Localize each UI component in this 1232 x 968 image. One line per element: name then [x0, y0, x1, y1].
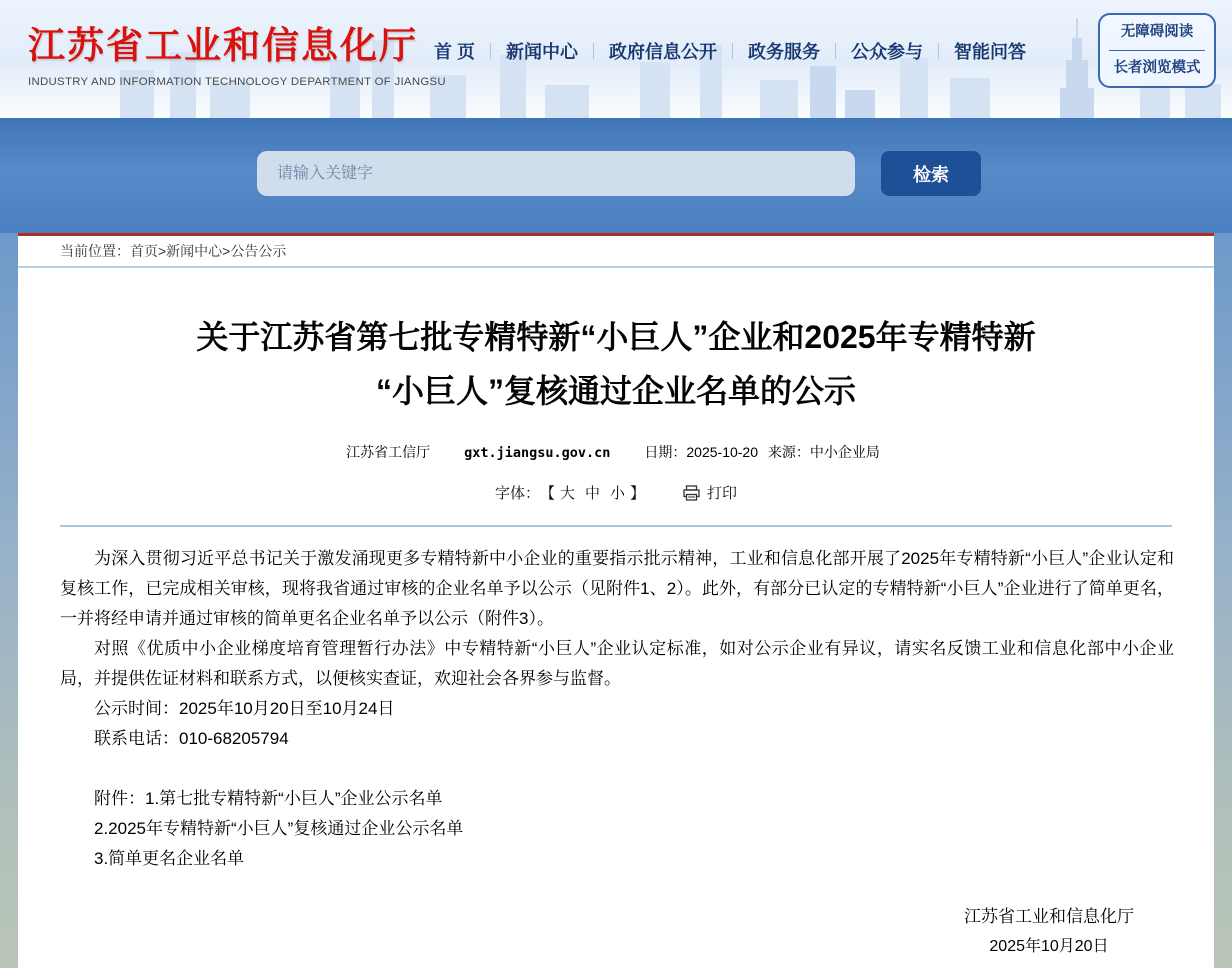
meta-date-origin — [644, 442, 886, 462]
accessibility-box — [1098, 13, 1216, 88]
font-bracket-open: 【 — [539, 485, 555, 502]
font-size-small-button[interactable]: 小 — [610, 485, 626, 502]
content-divider — [60, 525, 1172, 527]
article-body — [60, 544, 1174, 962]
nav-item-public-participation[interactable]: 公众参与 — [851, 42, 924, 62]
nav-separator — [938, 43, 939, 59]
search-button[interactable]: 检索 — [881, 151, 981, 196]
signature-inner — [964, 902, 1134, 962]
search-input[interactable] — [257, 151, 855, 196]
search-band — [0, 118, 1232, 233]
nav-separator — [835, 43, 836, 59]
signature-name: 江苏省工业和信息化厅 — [964, 907, 1134, 926]
font-bracket-close: 】 — [630, 485, 646, 502]
attachments-block — [60, 784, 1174, 874]
elder-mode-button[interactable]: 长者浏览模式 — [1113, 60, 1201, 76]
font-size-large-button[interactable]: 大 — [559, 485, 575, 502]
page-title — [18, 310, 1214, 418]
meta-source-url: gxt.jiangsu.gov.cn — [464, 445, 611, 461]
breadcrumb-path[interactable]: 首页>新闻中心>公告公示 — [130, 243, 287, 259]
font-size-controls — [18, 482, 1214, 503]
print-icon — [683, 485, 700, 501]
print-label: 打印 — [707, 485, 738, 502]
nav-item-smart-qa[interactable]: 智能问答 — [954, 42, 1027, 62]
attachment-link-2[interactable]: 2.2025年专精特新“小巨人”复核通过企业公示名单 — [94, 819, 464, 838]
site-logo-subtitle: INDUSTRY AND INFORMATION TECHNOLOGY DEPARTMENT OF JIANGSU — [28, 76, 446, 88]
nav-item-gov-info[interactable]: 政府信息公开 — [609, 42, 718, 62]
meta-source-name: 江苏省工信厅 — [346, 444, 431, 460]
meta-date: 日期：2025-10-20 — [644, 444, 759, 460]
paragraph: 为深入贯彻习近平总书记关于激发涌现更多专精特新中小企业的重要指示批示精神，工业和信息化部开展了2025年专精特新“小巨人”企业认定和复核工作，已完成相关审核，现将我省通过审核的企业名单予以公示（见附件1、2）。此外，有部分已认定的专精特新“小巨人”企业进行了简单更名，一并将经申请并通过审核的简单更名企业名单予以公示（附件3）。 — [60, 549, 1174, 628]
page-title-line2: “小巨人”复核通过企业名单的公示 — [375, 373, 856, 409]
site-header — [0, 0, 1232, 118]
publish-time: 公示时间：2025年10月20日至10月24日 — [94, 699, 395, 718]
attachment-link-3[interactable]: 3.简单更名企业名单 — [94, 849, 245, 868]
accessible-reading-button[interactable]: 无障碍阅读 — [1120, 24, 1194, 40]
nav-item-home[interactable]: 首 页 — [434, 42, 476, 62]
paragraph: 对照《优质中小企业梯度培育管理暂行办法》中专精特新“小巨人”企业认定标准，如对公示企业有异议，请实名反馈工业和信息化部中小企业局，并提供佐证材料和联系方式，以便核实查证，欢迎社会各界参与监督。 — [60, 639, 1174, 688]
nav-separator — [593, 43, 594, 59]
site-logo-title: 江苏省工业和信息化厅 — [28, 25, 418, 66]
page-title-line1: 关于江苏省第七批专精特新“小巨人”企业和2025年专精特新 — [196, 319, 1036, 355]
search-row — [257, 151, 981, 196]
nav-item-news-center[interactable]: 新闻中心 — [506, 42, 579, 62]
nav-separator — [732, 43, 733, 59]
site-logo — [28, 15, 446, 88]
signature-date: 2025年10月20日 — [989, 938, 1109, 955]
content-panel — [18, 233, 1214, 968]
attachment-link-1[interactable]: 附件：1.第七批专精特新“小巨人”企业公示名单 — [94, 789, 443, 808]
nav-item-gov-services[interactable]: 政务服务 — [748, 42, 821, 62]
main-navigation — [432, 38, 1028, 64]
font-size-medium-button[interactable]: 中 — [584, 485, 600, 502]
article-meta — [18, 442, 1214, 462]
breadcrumb-prefix: 当前位置： — [60, 243, 130, 259]
breadcrumb — [18, 233, 1214, 268]
nav-separator — [490, 43, 491, 59]
meta-origin: 来源：中小企业局 — [767, 444, 880, 460]
font-size-label: 字体： — [494, 485, 540, 502]
print-button[interactable] — [683, 482, 737, 503]
contact-phone: 联系电话：010-68205794 — [94, 729, 289, 748]
signature-block — [60, 902, 1134, 962]
